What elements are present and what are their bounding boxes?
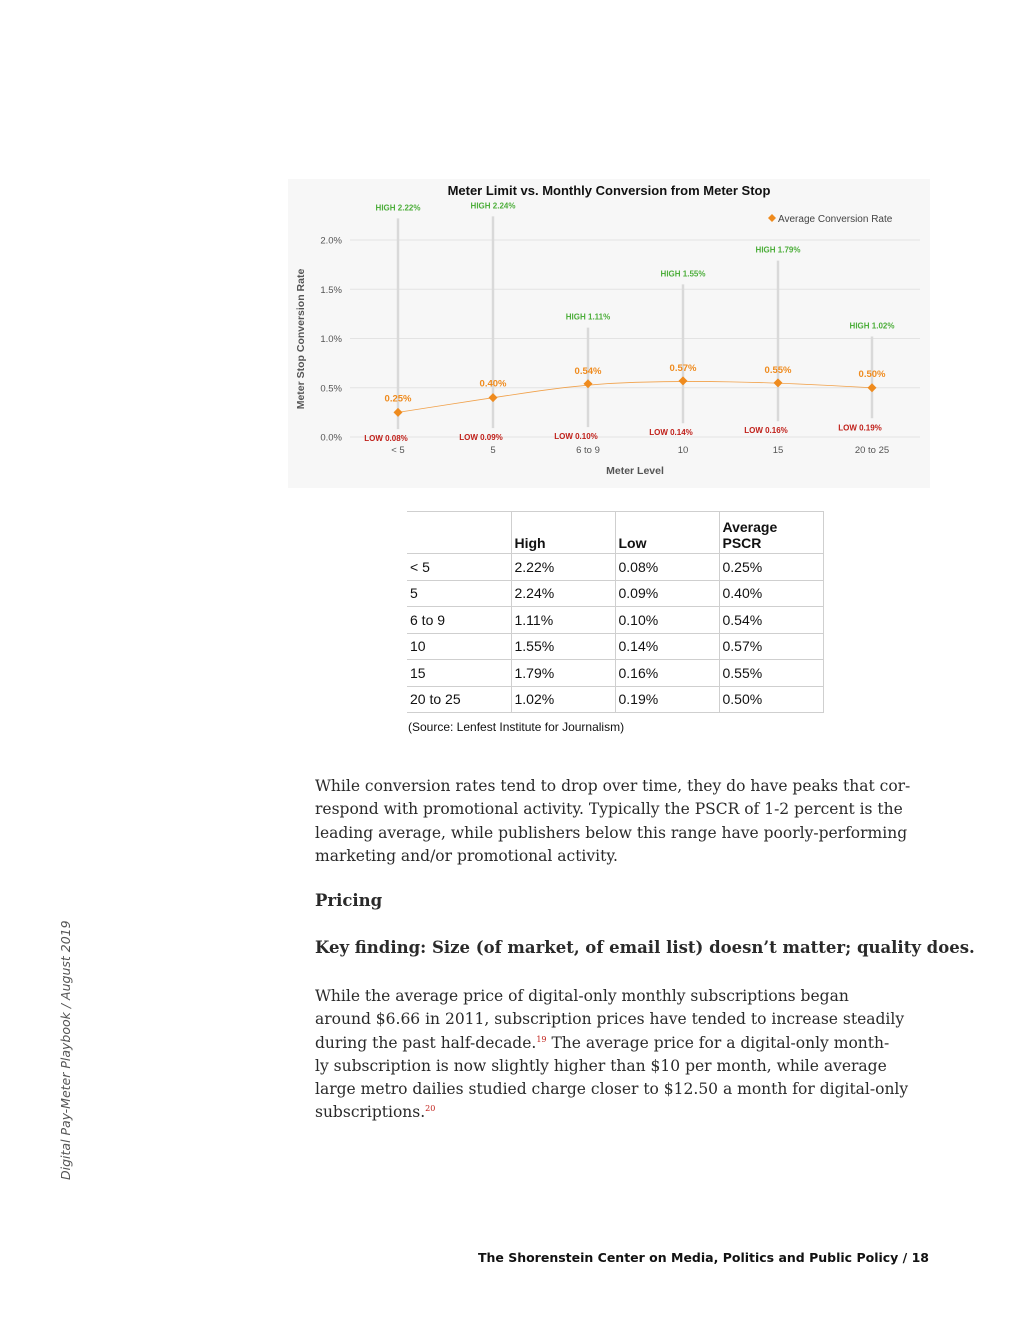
average-label: 0.50% (858, 368, 886, 380)
average-point (868, 383, 877, 392)
table-cell: 6 to 9 (407, 607, 511, 634)
table-header-row (407, 512, 823, 554)
table-cell: 1.55% (511, 633, 615, 660)
average-point (774, 378, 783, 387)
x-tick-label: 20 to 25 (854, 445, 890, 456)
table-cell: 15 (407, 660, 511, 687)
low-label: LOW 0.14% (649, 428, 693, 438)
table-cell: 0.50% (719, 686, 823, 713)
table-source: (Source: Lenfest Institute for Journalism) (408, 720, 625, 734)
y-axis-label: Meter Stop Conversion Rate (295, 268, 307, 410)
y-tick-label: 0.5% (320, 383, 342, 395)
table-row (407, 580, 823, 607)
table-cell: 5 (407, 580, 511, 607)
low-label: LOW 0.08% (364, 434, 408, 444)
x-axis-label: Meter Level (606, 465, 664, 477)
table-cell: 0.09% (615, 580, 719, 607)
table-cell: 0.10% (615, 607, 719, 634)
table-cell: 0.25% (719, 554, 823, 581)
table-row (407, 607, 823, 634)
text-line: While the average price of digital-only monthly subscriptions began (315, 987, 849, 1005)
average-label: 0.55% (764, 364, 792, 376)
average-point (394, 408, 403, 417)
average-point (679, 376, 688, 385)
text-span: during the past half-decade. (315, 1033, 537, 1052)
table-row (407, 660, 823, 687)
table-cell: 0.40% (719, 580, 823, 607)
footnote-ref[interactable]: 20 (425, 1104, 436, 1114)
x-tick-label: 5 (490, 445, 496, 456)
conversion-table (407, 511, 824, 713)
legend-label: Average Conversion Rate (778, 214, 893, 225)
table-cell: 2.24% (511, 580, 615, 607)
text-line: respond with promotional activity. Typically the PSCR of 1-2 percent is the (315, 800, 903, 819)
table-row (407, 554, 823, 581)
table-cell: 20 to 25 (407, 686, 511, 713)
y-tick-label: 1.0% (320, 334, 342, 345)
low-label: LOW 0.09% (459, 433, 503, 443)
key-finding: Key finding: Size (of market, of email list) doesn’t matter; quality does. (315, 938, 975, 957)
average-label: 0.57% (669, 362, 697, 374)
average-trend-line (398, 378, 872, 412)
legend-marker (768, 214, 776, 222)
table-cell: 0.54% (719, 607, 823, 634)
table-header-cell (407, 512, 511, 554)
y-tick-label: 1.5% (320, 284, 342, 296)
low-label: LOW 0.19% (838, 423, 882, 433)
text-line: leading average, while publishers below this range have poorly-performing (315, 823, 908, 842)
table-cell: 10 (407, 633, 511, 660)
table-header-cell: High (511, 512, 615, 554)
text-line: marketing and/or promotional activity. (315, 846, 618, 865)
table-row (407, 633, 823, 660)
high-label: HIGH 1.11% (565, 312, 611, 322)
table-row (407, 686, 823, 713)
average-point (489, 393, 498, 402)
high-label: HIGH 2.22% (375, 203, 421, 213)
text-line: around $6.66 in 2011, subscription prices have tended to increase steadily (315, 1010, 905, 1029)
text-line: large metro dailies studied charge closer to $12.50 a month for digital-only (315, 1080, 909, 1099)
text-line: While conversion rates tend to drop over time, they do have peaks that cor- (315, 777, 911, 795)
average-label: 0.40% (479, 378, 507, 390)
table-header-cell: Low (615, 512, 719, 554)
text-line (315, 1032, 935, 1055)
table-cell: 0.08% (615, 554, 719, 581)
conversion-chart (288, 179, 930, 488)
average-label: 0.25% (384, 393, 412, 405)
high-label: HIGH 1.55% (660, 269, 706, 279)
paragraph-conversion (315, 775, 935, 868)
text-line: ly subscription is now slightly higher than $10 per month, while average (315, 1056, 887, 1075)
table-cell: 1.11% (511, 607, 615, 634)
text-line (315, 1101, 935, 1124)
low-label: LOW 0.16% (744, 426, 788, 436)
average-point (584, 379, 593, 388)
paragraph-pricing (315, 985, 935, 1125)
table-header-cell: Average PSCR (719, 512, 823, 554)
x-tick-label: 15 (772, 445, 784, 456)
table-cell: 1.79% (511, 660, 615, 687)
high-label: HIGH 2.24% (470, 201, 516, 211)
section-heading-pricing: Pricing (315, 891, 383, 910)
text-span: The average price for a digital-only month- (546, 1033, 890, 1052)
table-cell: 0.57% (719, 633, 823, 660)
x-tick-label: 6 to 9 (576, 445, 600, 456)
chart-panel (288, 179, 930, 488)
x-tick-label: < 5 (391, 445, 405, 456)
table-cell: 0.14% (615, 633, 719, 660)
y-tick-label: 2.0% (320, 235, 342, 247)
footnote-ref[interactable]: 19 (536, 1034, 547, 1044)
high-label: HIGH 1.02% (849, 321, 895, 331)
x-tick-label: 10 (677, 445, 689, 456)
text-span: subscriptions. (315, 1103, 426, 1122)
low-label: LOW 0.10% (554, 432, 598, 442)
table-cell: 0.19% (615, 686, 719, 713)
table-cell: 2.22% (511, 554, 615, 581)
chart-title: Meter Limit vs. Monthly Conversion from Meter Stop (447, 183, 771, 198)
running-side-label: Digital Pay-Meter Playbook / August 2019 (58, 920, 73, 1180)
table-cell: 1.02% (511, 686, 615, 713)
high-label: HIGH 1.79% (755, 245, 801, 255)
table-cell: 0.16% (615, 660, 719, 687)
page-footer: The Shorenstein Center on Media, Politics and Public Policy / 18 (477, 1250, 929, 1265)
y-tick-label: 0.0% (320, 432, 342, 444)
average-label: 0.54% (574, 365, 602, 377)
table-cell: 0.55% (719, 660, 823, 687)
table-cell: < 5 (407, 554, 511, 581)
